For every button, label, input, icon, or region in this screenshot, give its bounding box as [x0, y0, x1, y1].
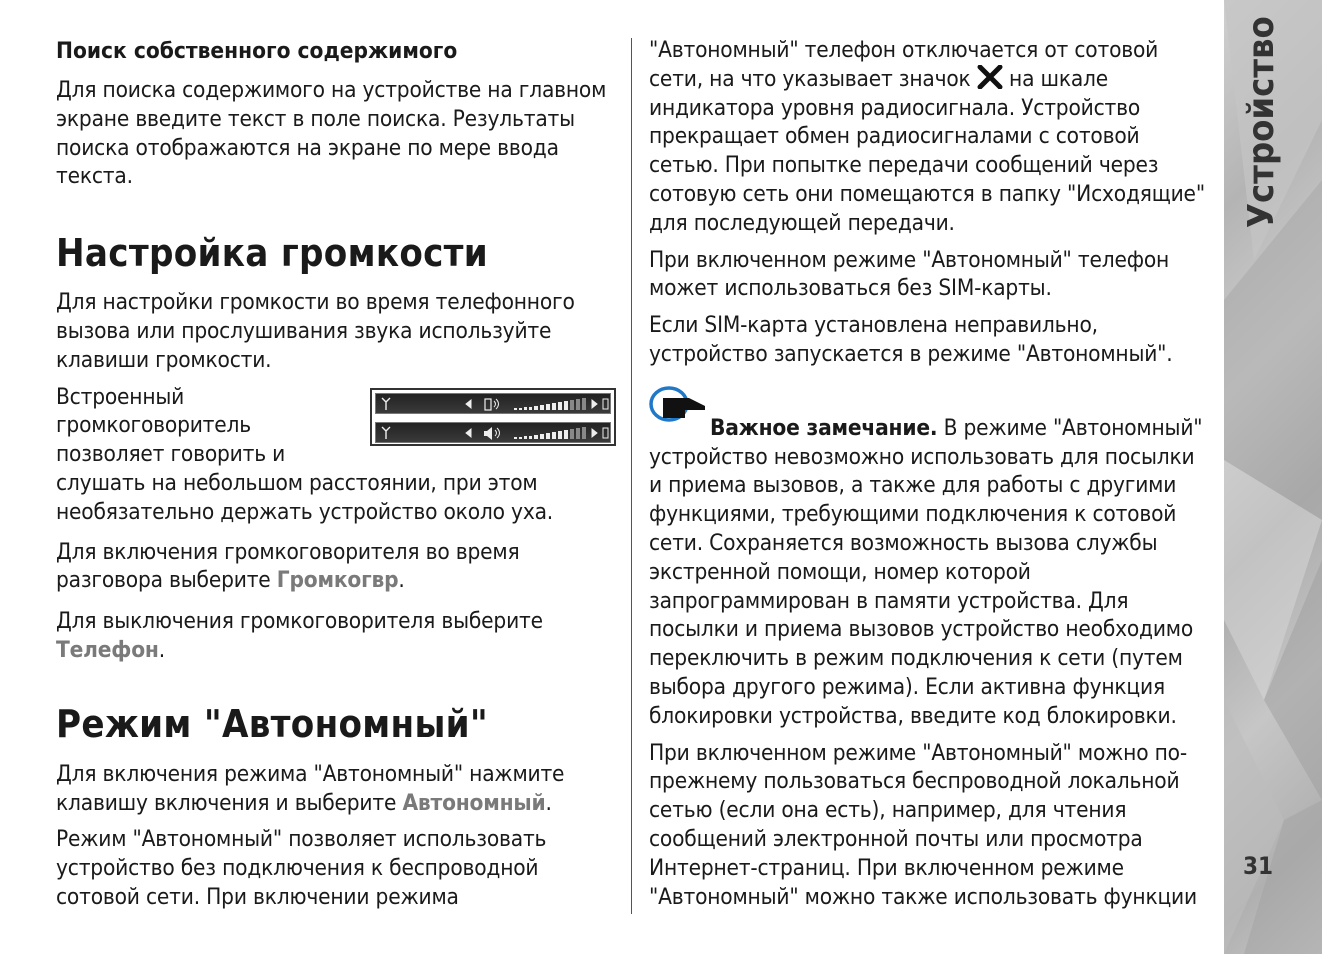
speaker-off-paragraph: Для выключения громкоговорителя выберите Телефон.: [56, 608, 543, 663]
left-column: [56, 36, 624, 912]
sim-wrong-paragraph: Если SIM-карта установлена неправильно, устройство запускается в режиме "Автономный".: [649, 312, 1173, 367]
no-signal-icon: [977, 65, 1003, 87]
speaker-on-paragraph: Для включения громкоговорителя во время разговора выберите Громкогвр.: [56, 538, 520, 594]
volume-heading: Настройка громкости: [56, 231, 489, 276]
sim-free-paragraph: При включенном режиме "Автономный" телефон может использоваться без SIM-карты.: [649, 246, 1170, 302]
right-column: [649, 36, 1217, 911]
important-note-label: Важное замечание.: [710, 414, 938, 441]
volume-paragraph: Для настройки громкости во время телефонного вызова или прослушивания звука используйте клавиши громкости.: [56, 289, 575, 373]
volume-bar-earpiece: [375, 393, 611, 414]
pointing-hand-icon: [649, 384, 711, 424]
offline-heading: Режим "Автономный": [56, 701, 489, 746]
wlan-paragraph: При включенном режиме "Автономный" можно по- прежнему пользоваться беспроводной локальной сетью (если она есть), например, для чтения сообщений электронной почты или просмотра Интернет-страниц. При включенном режиме "Автономный" можно также использовать функции: [649, 739, 1197, 910]
offline-option-label: Автономный: [402, 789, 546, 816]
volume-screen-illustration: [370, 388, 616, 446]
search-subheading: Поиск собственного содержимого: [56, 38, 458, 64]
phone-option-label: Телефон: [56, 636, 159, 663]
column-divider: [631, 38, 632, 914]
speaker-paragraph: Встроенный громкоговоритель позволяет говорить и слушать на небольшом расстоянии, при этом необязательно держать устройство около уха.: [56, 383, 554, 525]
page-number: 31: [1242, 852, 1274, 880]
offline-paragraph-1: Для включения режима "Автономный" нажмите клавишу включения и выберите Автономный.: [56, 760, 565, 816]
volume-bar-speaker: [375, 422, 611, 443]
search-paragraph: Для поиска содержимого на устройстве на главном экране введите текст в поле поиска. Результаты поиска отображаются на экране по мере ввода текста.: [56, 77, 607, 190]
important-note: Важное замечание. В режиме "Автономный" устройство невозможно использовать для посылки и приема вызовов, а также для работы с другими функциями, требующими подключения к сотовой сети. Сохраняется возможность вызова службы экстренной помощи, номер которой запрограммирован в памяти устройства. Для посылки и приема вызовов устройство необходимо переключить в режим подключения к сети (путем выбора другого режима). Если активна функция блокировки устройства, введите код блокировки.: [649, 414, 1203, 729]
offline-indicator-paragraph: "Автономный" телефон отключается от сотовой сети, на что указывает значок на шкале индикатора уровня радиосигнала. Устройство прекращает обмен радиосигналами с сотовой сетью. При попытке передачи сообщений через сотовую сеть они помещаются в папку "Исходящие" для последующей передачи.: [649, 37, 1205, 236]
speaker-option-label: Громкогвр: [276, 567, 399, 594]
chapter-title: Устройство: [1241, 16, 1282, 228]
offline-paragraph-2: Режим "Автономный" позволяет использовать устройство без подключения к беспроводной сотовой сети. При включении режима: [56, 826, 547, 910]
